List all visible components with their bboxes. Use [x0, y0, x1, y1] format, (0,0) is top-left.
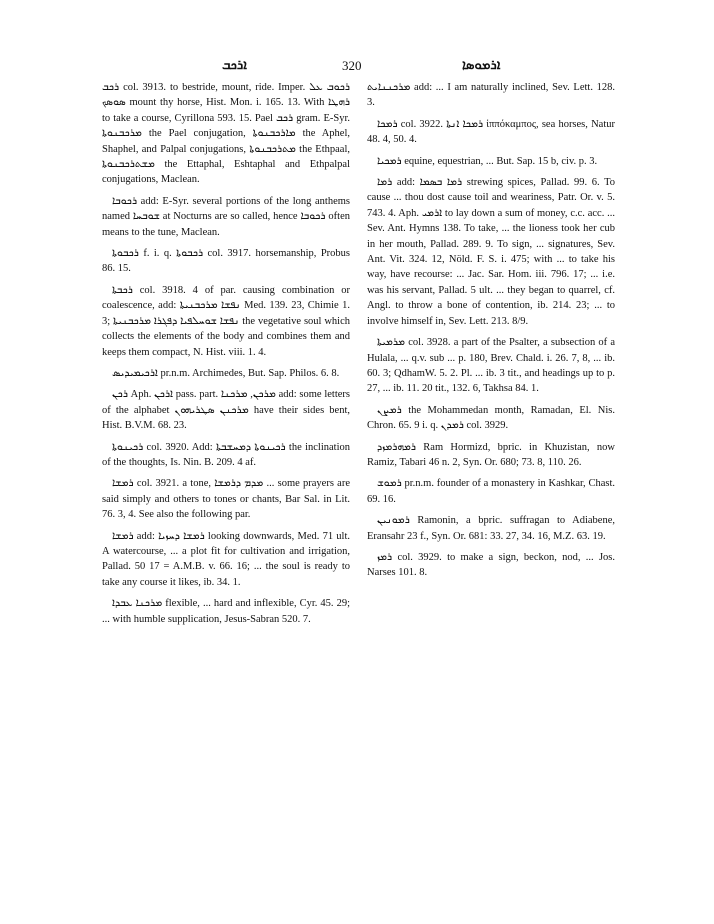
dictionary-entry: ܪܟܒ col. 3913. to bestride, mount, ride. Imper. ܪܟܘܒ ܥܠ ܣܘܣܟ mount thy horse, Hist. Mon. i. 165. 13. With ܪܗܛܐ to take a course, Cyrillona 593. 15. Pael ܪܟܒ gram. E-Syr. ܡܪܟܒܢܘܬܐ the Pael conjugation, ܡܐܪܟܒܢܘܬܐ the Aphel, Shaphel, and Palpal conjugations, ܡܬܪܟܒܢܘܬܐ the Ethpaal, ܡܫܬܪܟܒܢܘܬܐ the Ettaphal, Eshtaphal and Ethpalpal conjugations, Maclean.: [102, 82, 350, 186]
dictionary-entry: ܪܟܝܢܘܬܐ col. 3920. Add: ܪܟܝܢܘܬܐ ܕܡܚܫܒܬܐ the inclination of the thoughts, Is. Nin. B. 209. 4 af.: [102, 441, 350, 468]
dictionary-entry: ܪܡܐ add: ܪܡܐ ܒܣܡܐ strewing spices, Pallad. 99. 6. To cause ... thou dost cause toil and weariness, Patr. Or. v. 5. 743. 4. Aph. ܐܪܡܝ to lay down a sum of money, c.c. acc. ... Sev. Ant. Hymns 138. To take, ... the lioness took her cub in her mouth, Pallad. 289. 9. To sign, ... signatures, Sev. Ant. Vit. 324. 12, Nöld. F. S. i. 475; with ... to take his way, have recourse: ... Jac. Sar. Hom. iii. 796. 17; ... i.e. was his servant, Pallad. 5 ult. ... they began to quarrel, cf. Angl. to throw a bone of contention, ib. 214. 23; ... to involve himself in, Sev. Lett. 213. 8/9.: [367, 177, 616, 327]
dictionary-entry: ܪܡܗܪܡܙܕ Ram Hormizd, bpric. in Khuzistan, now Ramiz, Tabari 46 n. 2, Syn. Or. 680; 73. 8, 110. 26.: [367, 441, 615, 468]
dictionary-entry: ܪܡܘܫ pr.n.m. founder of a monastery in Kashkar, Chast. 69. 16.: [367, 478, 615, 505]
dictionary-entry: ܪܡܘܢܝܢ Ramonin, a bpric. suffragan to Adiabene, Eransahr 23 f., Syn. Or. 681: 33. 27, 34. 16, M.Z. 63. 19.: [367, 515, 615, 542]
dictionary-entry: ܪܡܫܐ col. 3921. a tone, ܡܕܡ ܕܪܡܫܐ ... some prayers are said simply and others to tones or chants, Bar Sal. in Lit. 76. 3, 4. See also the following par.: [102, 478, 350, 521]
running-head-right: ܐܪܡܘܣܐ: [462, 58, 501, 73]
dictionary-entry: ܡܪܟܢܐ ܥܒܕܐ flexible, ... hard and inflexible, Cyr. 45. 29; ... with humble supplication, Jesus-Sabran 520. 7.: [102, 598, 350, 625]
running-head-left: ܐܪܟܒ: [222, 58, 247, 73]
dictionary-entry: ܡܪܟܢܢܐܝܬ add: ... I am naturally inclined, Sev. Lett. 128. 3.: [367, 82, 615, 109]
dictionary-entry: ܪܡܫܐ add: ܪܡܫܐ ܕܚܙܝܐ looking downwards, Med. 71 ult. A watercourse, ... a plot fit for cultivation and irrigation, Pallad. 50 17 = A.M.B. v. 66. 16; ... the soul is ready to take any course it likes, ib. 34. 1.: [102, 530, 350, 588]
left-column: [102, 80, 350, 633]
dictionary-entry: ܪܡܨܢ the Mohammedan month, Ramadan, El. Nis. Chron. 65. 9 i. q. ܪܡܕܢ col. 3929.: [367, 404, 615, 432]
dictionary-entry: ܐܪܟܝܡܝܕܝܣ pr.n.m. Archimedes, But. Sap. Philos. 6. 8.: [112, 367, 340, 379]
dictionary-entry: ܪܟܢ Aph. ܐܪܟܢ pass. part. ܡܪܟܢ, ܡܪܟܢܐ add: some letters of the alphabet ܡܪܟܢܢ ܣܛܪܝܗܘܢ have their sides bent, Hist. B.V.M. 68. 23.: [102, 389, 350, 432]
dictionary-entry: ܪܟܒܘܬܐ f. i. q. ܪܟܒܘܬܐ col. 3917. horsemanship, Probus 86. 15.: [102, 248, 350, 275]
dictionary-entry: ܪܡܟܐ col. 3922. ܪܡܟܐ ܐܢܬܐ ἱππόκαμπος, sea horses, Natur 48. 4, 50. 4.: [367, 118, 616, 146]
right-column: [367, 80, 615, 587]
dictionary-entry: ܪܟܒܬܐ col. 3918. 4 of par. causing combination or coalescence, add: ܢܦܫܐ ܡܪܟܒܢܝܬܐ Med. 139. 23, Chimie 1. 3; ܢܦܫܐ ܫܘܚܠܦܝܐ ܕܦܓܪܐ ܡܪܟܒܢܝܬܐ the vegetative soul which collects the elements of the body and combines them and keeps them compact, N. Hist. viii. 1. 4.: [102, 284, 350, 358]
dictionary-entry: ܪܡܙ col. 3929. to make a sign, beckon, nod, ... Jos. Narses 101. 8.: [367, 551, 615, 579]
dictionary-entry: ܪܟܘܒܐ add: E-Syr. several portions of the long anthems named ܫܘܒܚܐ at Nocturns are so called, hence ܪܟܘܒܐ often means to the tune, Maclean.: [102, 195, 350, 238]
dictionary-entry: ܪܡܟܝܐ equine, equestrian, ... But. Sap. 15 b, civ. p. 3.: [377, 155, 598, 167]
dictionary-entry: ܡܪܡܝܬܐ col. 3928. a part of the Psalter, a subsection of a Hulala, ... q.v. sub ... p. 180, Brev. Chald. i. 26. 7, 8, ... ib. 60. 3; QdhamW. 5. 2. Pl. ... ib. 3 tit., and headings up to p. 27, ... ib. 11. 20 tit., 132. 6, Takhsa 84. 1.: [367, 337, 615, 395]
page-number: 320: [342, 58, 362, 73]
